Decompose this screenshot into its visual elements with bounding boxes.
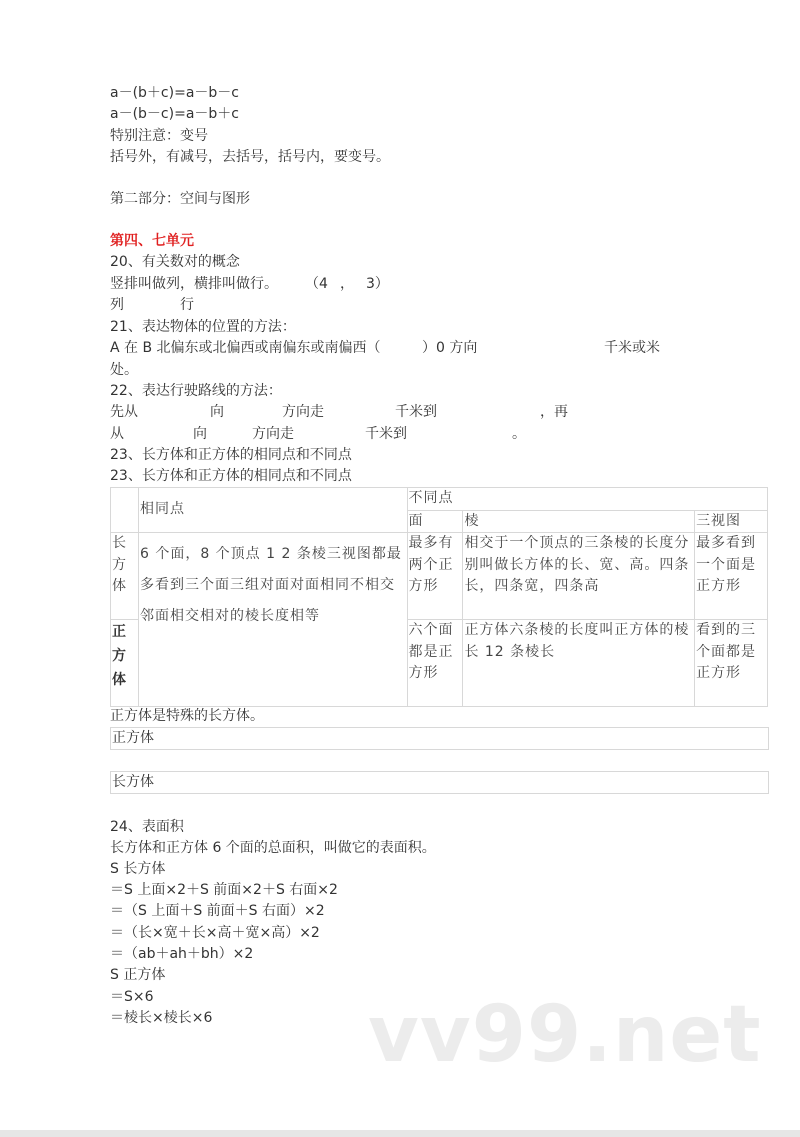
page-bottom-edge	[0, 1130, 800, 1137]
text: 从	[110, 426, 124, 442]
text-line	[110, 424, 730, 445]
formula-line: ＝棱长×棱长×6	[110, 1010, 213, 1026]
section-title: 24、表面积	[110, 819, 184, 835]
section-title: 23、长方体和正方体的相同点和不同点	[110, 447, 352, 463]
text-line	[110, 338, 730, 359]
header-same: 相同点	[138, 488, 407, 533]
text: 千米到	[365, 426, 407, 442]
header-diff: 不同点	[407, 488, 767, 511]
text-line: 括号外，有减号，去括号，括号内，要变号。	[110, 149, 390, 165]
part-heading: 第二部分：空间与图形	[110, 191, 250, 207]
formula-line: S 长方体	[110, 861, 166, 877]
comparison-table	[110, 487, 768, 707]
formula-line: S 正方体	[110, 967, 166, 983]
text: ，再	[540, 404, 568, 420]
watermark: vv99.net	[368, 990, 762, 1080]
text: A 在 B 北偏东或北偏西或南偏东或南偏西（	[110, 340, 381, 356]
section-title: 20、有关数对的概念	[110, 254, 240, 270]
text: 行	[180, 297, 194, 313]
formula-line: ＝（S 上面＋S 前面＋S 右面）×2	[110, 903, 325, 919]
text: （4	[305, 276, 328, 292]
corner-cell	[111, 488, 139, 533]
formula-line: a－(b＋c)=a－b－c	[110, 85, 239, 101]
section-title: 23、长方体和正方体的相同点和不同点	[110, 468, 352, 484]
formula-line: a－(b－c)=a－b＋c	[110, 106, 239, 122]
cube-edge: 正方体六条棱的长度叫正方体的棱长 12 条棱长	[463, 620, 695, 707]
box-cube: 正方体	[110, 727, 769, 750]
text: ，	[340, 276, 354, 292]
unit-heading: 第四、七单元	[110, 233, 194, 249]
text: 向	[193, 426, 207, 442]
note-line: 正方体是特殊的长方体。	[110, 708, 264, 724]
text: 3）	[366, 276, 389, 292]
formula-line: ＝（长×宽＋长×高＋宽×高）×2	[110, 925, 320, 941]
formula-line: ＝（ab＋ah＋bh）×2	[110, 946, 254, 962]
text: 竖排叫做列，横排叫做行。	[110, 276, 278, 292]
cuboid-views: 最多看到一个面是正方形	[695, 533, 768, 620]
text: ）0 方向	[422, 340, 478, 356]
row-label-cuboid: 长方体	[111, 533, 139, 620]
text: 千米或米	[604, 340, 660, 356]
text: 千米到	[395, 404, 437, 420]
text-line: 处。	[110, 362, 138, 378]
cube-views: 看到的三个面都是正方形	[695, 620, 768, 707]
text-line	[110, 295, 710, 316]
cuboid-face: 最多有两个正方形	[407, 533, 463, 620]
text: 方向走	[282, 404, 324, 420]
section-title: 21、表达物体的位置的方法：	[110, 319, 296, 335]
text: 方向走	[252, 426, 294, 442]
header-views: 三视图	[695, 510, 768, 533]
header-edge: 棱	[463, 510, 695, 533]
formula-line: ＝S 上面×2＋S 前面×2＋S 右面×2	[110, 882, 338, 898]
text: 列	[110, 297, 124, 313]
text: 先从	[110, 404, 138, 420]
text-line: 特别注意：变号	[110, 128, 208, 144]
text-line	[110, 274, 710, 295]
box-cuboid: 长方体	[110, 771, 769, 794]
formula-line: ＝S×6	[110, 989, 154, 1005]
text: 。	[512, 426, 526, 442]
cuboid-edge: 相交于一个顶点的三条棱的长度分别叫做长方体的长、宽、高。四条长，四条宽，四条高	[463, 533, 695, 620]
section-title: 22、表达行驶路线的方法：	[110, 383, 282, 399]
cube-face: 六个面都是正方形	[407, 620, 463, 707]
text-line: 长方体和正方体 6 个面的总面积，叫做它的表面积。	[110, 840, 436, 856]
same-points-cell: 6 个面，8 个顶点 1 2 条棱三视图都最多看到三个面三组对面对面相同不相交邻面相交相对的棱长度相等	[138, 533, 407, 707]
text: 向	[210, 404, 224, 420]
header-face: 面	[407, 510, 463, 533]
row-label-cube: 正方体	[111, 620, 139, 707]
text-line	[110, 402, 730, 423]
